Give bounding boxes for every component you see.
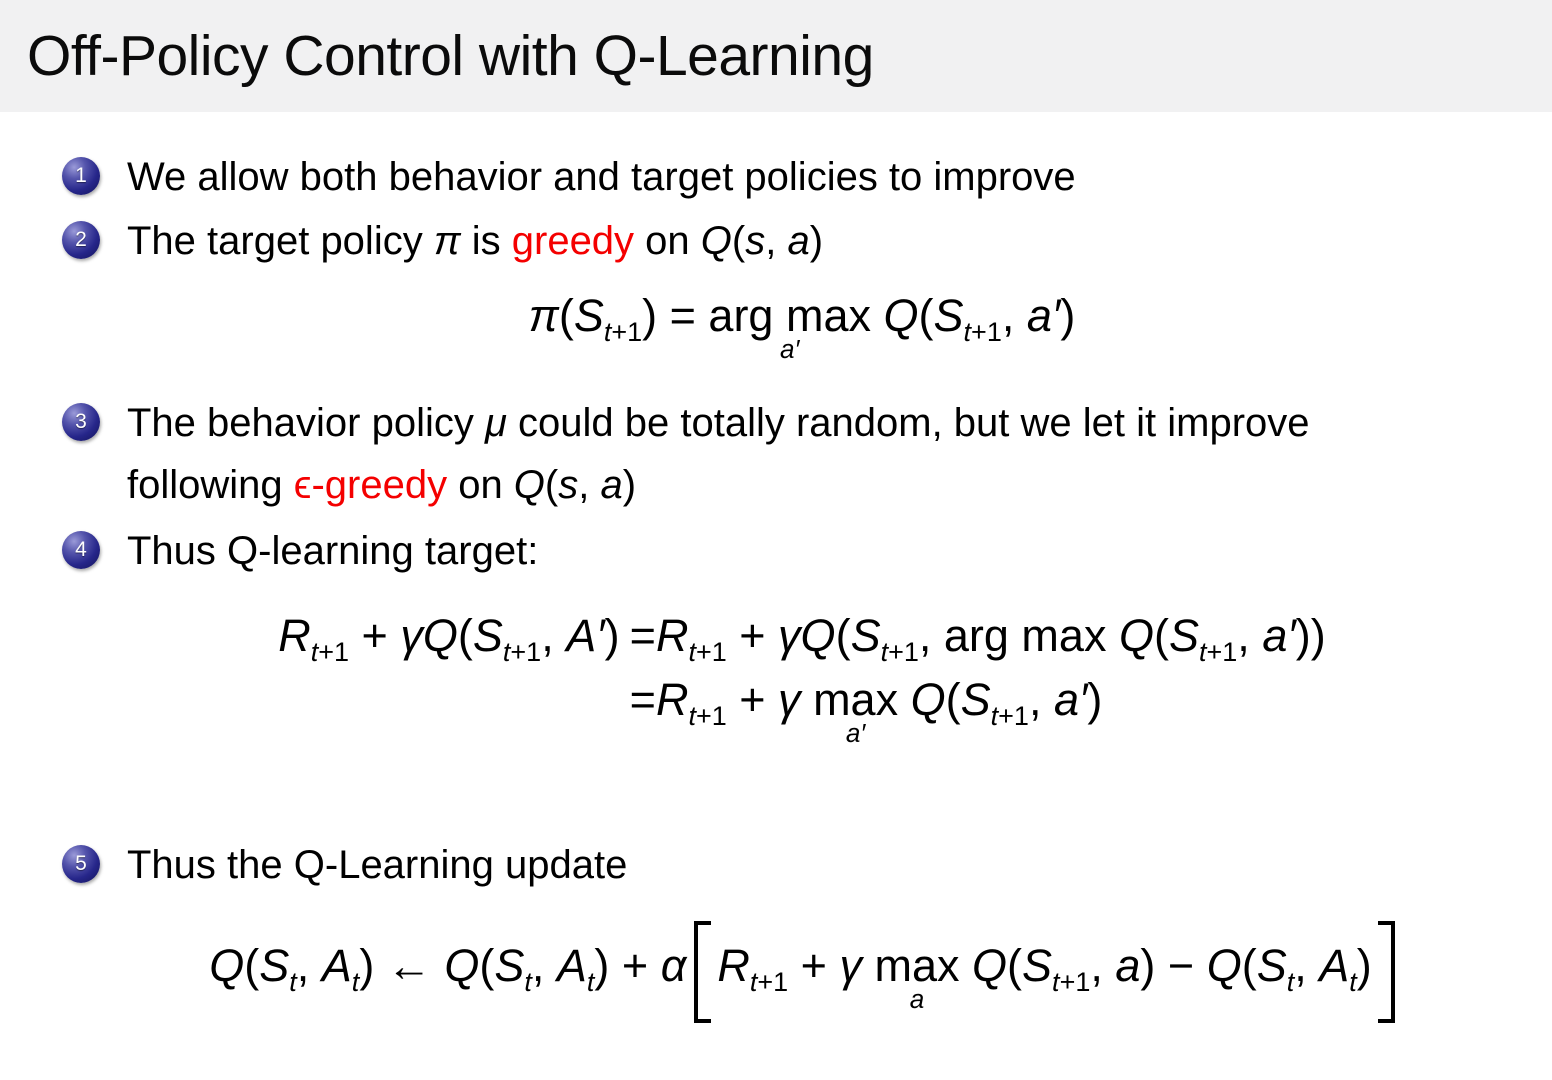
- equation-q-learning-update: [62, 918, 1542, 1020]
- math-token: R: [655, 674, 689, 726]
- math-token: ): [1087, 674, 1103, 726]
- operator: arg max: [708, 289, 871, 341]
- math-token: S: [960, 674, 991, 726]
- math-token: t: [310, 637, 319, 668]
- math-token: S: [1256, 940, 1287, 992]
- operator: max: [874, 940, 960, 992]
- math-token: ): [604, 610, 620, 662]
- math-token: Q: [700, 219, 732, 263]
- math-token: +: [788, 940, 840, 992]
- math-token: Q: [972, 940, 1008, 992]
- math-token: greedy: [511, 219, 635, 263]
- math-token: t: [1349, 967, 1357, 998]
- math-token: The behavior policy: [127, 401, 485, 446]
- math-token: a′: [1262, 610, 1296, 662]
- math-token: a′: [1053, 674, 1088, 726]
- math-token: A: [556, 940, 587, 992]
- math-token: The target policy: [127, 219, 434, 263]
- math-token: ,: [1090, 940, 1116, 992]
- math-token: S: [573, 290, 604, 341]
- math-token: (: [544, 463, 559, 508]
- math-token: ,: [765, 219, 788, 263]
- math-token: t: [688, 637, 696, 668]
- math-token: t: [1198, 637, 1207, 668]
- bullet-number-badge-4: [62, 531, 100, 569]
- math-token: (: [835, 610, 851, 662]
- math-token: ,: [1237, 610, 1263, 662]
- math-token: [750, 967, 788, 997]
- math-token: S: [1022, 940, 1053, 992]
- math-token: Q: [209, 940, 245, 992]
- math-token: on: [447, 463, 514, 508]
- bullet-number: 4: [75, 538, 87, 562]
- math-token: [874, 940, 960, 1015]
- math-token: Thus the Q-Learning update: [127, 843, 628, 888]
- math-token: S: [259, 940, 290, 992]
- math-token: ): [1356, 940, 1372, 992]
- math-token: s: [745, 219, 766, 263]
- math-token: )): [1295, 610, 1326, 662]
- math-token: t: [1286, 967, 1295, 998]
- math-token: ): [809, 219, 824, 263]
- equation-line-2-right: [629, 672, 1326, 749]
- math-token: S: [850, 610, 881, 662]
- bullet-number-badge-1: [62, 157, 100, 195]
- math-token: [964, 317, 1002, 347]
- math-token: could be totally random, but we let it improve: [506, 401, 1310, 446]
- math-token: γQ: [778, 610, 836, 662]
- bullet-item-2: [62, 210, 1542, 272]
- math-token: +1: [1206, 637, 1238, 668]
- math-token: [289, 967, 297, 997]
- math-token: t: [963, 317, 972, 347]
- math-token: Q: [1118, 610, 1154, 662]
- math-token: , arg max: [918, 610, 1119, 662]
- math-token: (: [558, 290, 574, 341]
- math-token: +: [726, 610, 779, 662]
- math-token: A: [321, 940, 352, 992]
- math-token: [991, 701, 1029, 731]
- math-token: [688, 637, 726, 667]
- math-token: t: [1052, 967, 1060, 998]
- math-token: ,: [531, 940, 557, 992]
- bullet-item-1: [62, 146, 1542, 208]
- math-token: ) =: [642, 290, 709, 341]
- math-token: +1: [318, 637, 350, 668]
- math-token: R: [717, 940, 750, 992]
- math-token: [813, 674, 899, 749]
- bullet-item-3: [62, 392, 1542, 516]
- math-token: t: [289, 967, 297, 998]
- math-token: (: [479, 940, 495, 992]
- math-token: +1: [888, 637, 919, 668]
- math-token: ,: [1294, 940, 1320, 992]
- math-token: ,: [296, 940, 322, 992]
- math-token: γ: [839, 940, 862, 992]
- bullet-item-5: [62, 834, 1542, 896]
- math-token: [801, 674, 814, 725]
- math-token: t: [586, 967, 595, 998]
- bullet-text-5: [127, 834, 627, 896]
- math-token: (: [1153, 610, 1169, 662]
- math-token: +: [349, 610, 401, 662]
- math-token: +1: [757, 967, 789, 998]
- operator-subscript: a′: [780, 334, 800, 364]
- bullet-text-4: [127, 520, 538, 582]
- math-token: a′: [1026, 290, 1061, 341]
- math-token: μ: [484, 401, 507, 446]
- math-token: α: [660, 940, 687, 992]
- math-token: on: [634, 219, 701, 263]
- equation-line-1-right: [629, 608, 1326, 668]
- math-token: [311, 637, 349, 667]
- math-token: ) +: [594, 940, 661, 992]
- math-token: [871, 290, 884, 341]
- big-bracket: [694, 921, 711, 1023]
- operator-subscript: a′: [845, 718, 866, 749]
- math-token: (: [1241, 940, 1257, 992]
- math-token: [524, 967, 532, 997]
- math-token: ,: [1001, 290, 1027, 341]
- math-token: (: [945, 674, 961, 726]
- math-token: is: [460, 219, 512, 263]
- bullet-text-2: [127, 210, 823, 272]
- math-token: [881, 637, 919, 667]
- big-bracket: [1378, 921, 1395, 1023]
- math-token: [862, 940, 875, 991]
- bullet-item-4: [62, 520, 1542, 582]
- bullet-text-1: [127, 146, 1076, 208]
- math-token: [960, 940, 973, 991]
- math-token: +1: [510, 637, 542, 668]
- math-token: t: [524, 967, 532, 998]
- math-token: S: [472, 610, 503, 662]
- math-token: π: [528, 290, 559, 341]
- bullet-number-badge-2: [62, 221, 100, 259]
- math-token: Q: [444, 940, 480, 992]
- math-token: ) −: [1140, 940, 1207, 992]
- operator-subscript: a: [909, 984, 925, 1015]
- math-token: a: [600, 463, 623, 508]
- equation-line-2-left: [278, 672, 629, 746]
- math-token: ,: [1028, 674, 1054, 726]
- math-token: +1: [971, 317, 1002, 347]
- math-token: +1: [998, 701, 1029, 732]
- math-token: ): [622, 463, 637, 508]
- math-token: R: [655, 610, 689, 662]
- math-token: Q: [883, 290, 919, 341]
- math-token: s: [558, 463, 579, 508]
- math-token: (: [731, 219, 746, 263]
- math-token: ,: [541, 610, 567, 662]
- math-token: A′: [566, 610, 605, 662]
- math-token: +1: [695, 637, 727, 668]
- equation-q-learning-target: [62, 608, 1542, 749]
- math-token: ϵ-greedy: [293, 463, 448, 508]
- slide-body: [0, 146, 1552, 1020]
- math-token: π: [433, 219, 461, 263]
- slide-title-bar: [0, 0, 1552, 112]
- math-token: (: [244, 940, 260, 992]
- math-token: [708, 289, 871, 364]
- math-token: (: [457, 610, 473, 662]
- math-token: +1: [611, 317, 643, 347]
- page-title: Off-Policy Control with Q-Learning: [27, 24, 874, 88]
- bullet-number: 5: [75, 852, 87, 876]
- math-token: following: [127, 463, 294, 508]
- math-token: [898, 674, 911, 725]
- math-token: [604, 317, 642, 347]
- math-token: (: [918, 290, 934, 341]
- math-token: Q: [1206, 940, 1242, 992]
- bullet-number: 3: [75, 410, 87, 434]
- math-token: t: [990, 701, 999, 732]
- math-token: γQ: [400, 610, 458, 662]
- math-token: +1: [1059, 967, 1091, 998]
- math-token: [1199, 637, 1237, 667]
- bullet-number: 1: [75, 164, 87, 187]
- math-token: t: [502, 637, 511, 668]
- math-token: S: [1168, 610, 1199, 662]
- math-token: Q: [513, 463, 545, 508]
- math-token: A: [1319, 940, 1350, 992]
- math-token: t: [603, 317, 612, 347]
- operator: max: [813, 674, 899, 726]
- math-token: [1052, 967, 1090, 997]
- bullet-number-badge-3: [62, 403, 100, 441]
- math-token: (: [1007, 940, 1023, 992]
- bullet-number-badge-5: [62, 845, 100, 883]
- math-token: S: [933, 290, 964, 341]
- math-token: =: [629, 674, 656, 726]
- math-token: Thus Q-learning target:: [127, 529, 539, 574]
- math-token: [1349, 967, 1357, 997]
- equation-greedy-policy: [62, 288, 1542, 362]
- math-token: ) ←: [359, 940, 445, 992]
- math-token: a: [1115, 940, 1141, 992]
- math-token: [688, 701, 726, 731]
- bullet-number: 2: [75, 228, 87, 251]
- math-token: +: [726, 674, 779, 726]
- bullet-text-3: [127, 392, 1310, 516]
- math-token: R: [278, 610, 311, 662]
- math-token: t: [351, 967, 360, 998]
- math-token: +1: [695, 701, 727, 732]
- math-token: S: [494, 940, 525, 992]
- math-token: ): [1060, 290, 1076, 341]
- math-token: ,: [578, 463, 601, 508]
- math-token: =: [629, 610, 656, 662]
- math-token: [503, 637, 541, 667]
- math-token: We allow both behavior and target policies to improve: [127, 155, 1076, 199]
- math-token: γ: [778, 674, 801, 726]
- math-token: t: [880, 637, 889, 668]
- math-token: t: [688, 701, 696, 732]
- math-token: Q: [910, 674, 946, 726]
- equation-line-1-left: [278, 608, 629, 668]
- math-token: t: [749, 967, 758, 998]
- math-token: a: [787, 219, 810, 263]
